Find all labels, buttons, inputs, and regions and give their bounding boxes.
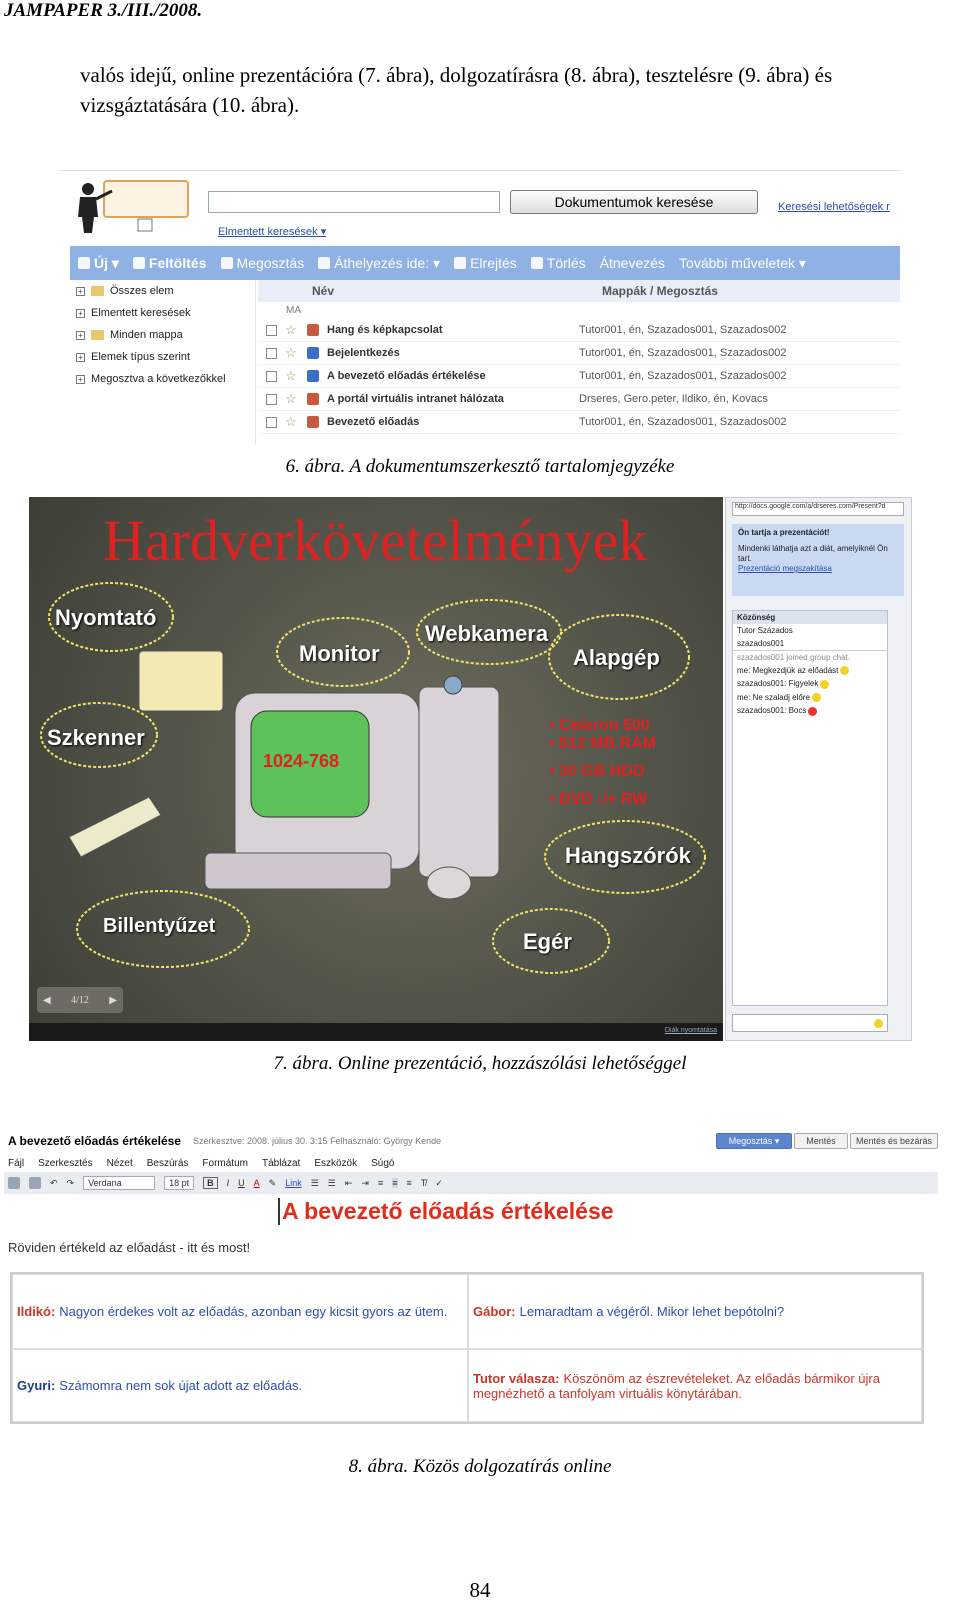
spec-text: 512 MB RAM	[559, 735, 656, 752]
toolbar-label: Elrejtés	[470, 255, 517, 271]
save-close-button[interactable]: Mentés és bezárás	[850, 1133, 938, 1149]
row-name[interactable]: Bevezető előadás	[327, 416, 420, 428]
spec-text: Celeron 500	[559, 717, 650, 734]
row-share: Drseres, Gero.peter, Ildiko, én, Kovacs	[579, 393, 768, 405]
smiley-icon	[812, 693, 821, 702]
cell-author: Gyuri:	[17, 1378, 56, 1393]
intro-paragraph: valós idejű, online prezentációra (7. ábra), dolgozatírásra (8. ábra), tesztelésre (9. ábra) és vizsgáztatására (10. ábra).	[80, 63, 833, 117]
spellcheck-icon[interactable]: ✓	[435, 1177, 443, 1188]
document-icon	[307, 347, 319, 359]
sidebar-label: Elmentett keresések	[91, 307, 191, 319]
doc-heading[interactable]: A bevezető előadás értékelése	[278, 1198, 614, 1225]
toolbar-label: Átnevezés	[599, 255, 666, 271]
sidebar-label: Összes elem	[110, 285, 174, 297]
toolbar-label: Megosztás	[236, 255, 305, 271]
bullet-list-icon[interactable]: ☰	[327, 1177, 336, 1188]
presentation-side-panel	[725, 497, 912, 1041]
address-bar[interactable]: http://docs.google.com/a/drseres.com/Present?d	[732, 502, 904, 516]
toolbar-label: Törlés	[546, 255, 586, 271]
sidebar-item-all[interactable]	[70, 280, 255, 302]
toolbar-label: Áthelyezés ide: ▾	[334, 254, 441, 271]
row-checkbox[interactable]	[266, 371, 277, 382]
table-cell[interactable]	[468, 1349, 922, 1422]
toolbar-rename[interactable]	[600, 255, 665, 271]
figure-6-screenshot	[60, 170, 900, 452]
align-right-icon[interactable]: ≡	[406, 1178, 412, 1188]
row-name[interactable]: A portál virtuális intranet hálózata	[327, 393, 504, 405]
figure-7-caption: 7. ábra. Online prezentáció, hozzászólási lehetőséggel	[273, 1053, 687, 1074]
star-icon[interactable]: ☆	[285, 368, 297, 383]
sidebar-item-shared[interactable]	[70, 368, 255, 390]
new-doc-icon	[78, 257, 90, 269]
table-header	[258, 280, 900, 302]
table-row[interactable]	[258, 319, 900, 342]
table-row[interactable]	[258, 388, 900, 411]
spec-text: 30 GB HDD	[559, 763, 645, 780]
save-icon[interactable]	[8, 1177, 20, 1189]
stop-presentation-link[interactable]: Prezentáció megszakítása	[738, 564, 832, 573]
chat-header: Közönség	[733, 611, 887, 624]
chat-message	[733, 704, 887, 717]
toolbar-label: Új ▾	[94, 254, 119, 271]
cell-text: Lemaradtam a végéről. Mikor lehet bepótolni?	[519, 1304, 785, 1319]
document-icon	[307, 370, 319, 382]
doc-prompt[interactable]: Röviden értékeld az előadást - itt és most!	[8, 1240, 251, 1255]
label-scanner: Szkenner	[47, 725, 145, 750]
cell-author: Tutor válasza:	[473, 1370, 560, 1386]
toolbar-share[interactable]	[221, 255, 305, 271]
spec-item: • Celeron 500	[549, 717, 650, 734]
redo-icon[interactable]: ↷	[66, 1177, 75, 1188]
menu-tools[interactable]: Eszközök	[314, 1157, 358, 1169]
undo-icon[interactable]: ↶	[50, 1177, 58, 1188]
presenter-info-text: Mindenki láthatja azt a diát, amelyiknél Ön tart.	[738, 544, 888, 563]
docs-sidebar	[70, 280, 256, 445]
row-name[interactable]: Hang és képkapcsolat	[327, 324, 443, 336]
feedback-table[interactable]	[10, 1272, 924, 1424]
row-name[interactable]: A bevezető előadás értékelése	[327, 370, 486, 382]
row-share: Tutor001, én, Szazados001, Szazados002	[579, 324, 787, 336]
toolbar-move[interactable]	[318, 255, 440, 272]
menu-format[interactable]: Formátum	[202, 1157, 248, 1169]
underline-icon[interactable]: U	[238, 1178, 245, 1188]
align-left-icon[interactable]: ≡	[377, 1178, 384, 1188]
doc-meta: Szerkesztve: 2008. július 30. 3:15 Felhasználó: György Kende	[192, 1136, 442, 1146]
next-slide-icon[interactable]: ▶	[109, 994, 117, 1006]
smiley-icon	[840, 666, 849, 675]
section-today: MA	[286, 305, 301, 316]
expand-icon: +	[76, 353, 85, 362]
spec-item: • 512 MB RAM	[549, 735, 656, 752]
table-row[interactable]	[258, 411, 900, 434]
cell-author: Ildikó:	[17, 1304, 56, 1319]
audience-chat	[732, 610, 888, 1006]
spec-text: DVD -/+ RW	[559, 791, 648, 808]
bold-icon[interactable]: B	[203, 1177, 218, 1189]
column-folders-header[interactable]: Mappák / Megosztás	[602, 284, 719, 298]
webcam-icon	[444, 676, 462, 694]
chat-text: me: Ne szaladj előre	[737, 692, 810, 702]
row-share: Tutor001, én, Szazados001, Szazados002	[579, 347, 787, 359]
chat-message	[733, 664, 887, 677]
slide-footer-bar	[29, 1023, 723, 1041]
column-name-header[interactable]: Név	[312, 284, 335, 298]
text-color-icon[interactable]: A	[253, 1178, 260, 1188]
figure-7-screenshot	[29, 497, 912, 1041]
hide-icon	[454, 257, 466, 269]
slide-counter: 4/12	[71, 994, 89, 1006]
table-cell[interactable]	[12, 1274, 468, 1349]
computer-keyboard	[205, 853, 391, 889]
menu-edit[interactable]: Szerkesztés	[38, 1157, 93, 1169]
row-checkbox[interactable]	[266, 325, 277, 336]
menu-help[interactable]: Súgó	[371, 1157, 395, 1169]
menu-view[interactable]: Nézet	[106, 1157, 133, 1169]
format-toolbar	[4, 1172, 938, 1194]
smiley-icon	[820, 680, 829, 689]
label-mouse: Egér	[523, 929, 572, 954]
sidebar-item-folders[interactable]	[70, 324, 255, 346]
chat-text: szazados001: Figyelek	[737, 679, 819, 689]
label-monitor: Monitor	[299, 641, 380, 666]
docs-toolbar	[70, 246, 900, 280]
emoticon-icon[interactable]	[874, 1019, 883, 1028]
presenter-info-box	[732, 524, 904, 596]
row-name[interactable]: Bejelentkezés	[327, 347, 400, 359]
chat-message	[733, 677, 887, 690]
chat-message: szazados001 joined group chat.	[737, 653, 850, 662]
advanced-search-link[interactable]: Keresési lehetőségek r	[778, 201, 890, 213]
menu-insert[interactable]: Beszúrás	[146, 1157, 189, 1169]
presentation-slide	[29, 497, 723, 1041]
figure-8-caption: 8. ábra. Közös dolgozatírás online	[348, 1456, 612, 1477]
expand-icon: +	[76, 331, 85, 340]
toolbar-label: További műveletek ▾	[679, 254, 806, 271]
expand-icon: +	[76, 287, 85, 296]
scanner	[69, 797, 161, 857]
label-resolution: 1024-768	[263, 751, 340, 771]
highlight-icon[interactable]: ✎	[268, 1177, 277, 1188]
toolbar-upload[interactable]	[133, 255, 207, 271]
sidebar-label: Minden mappa	[110, 329, 183, 341]
sidebar-label: Elemek típus szerint	[91, 351, 191, 363]
cell-author: Gábor:	[473, 1304, 516, 1319]
link-button[interactable]: Link	[285, 1178, 302, 1188]
label-keyboard: Billentyűzet	[103, 915, 216, 937]
menu-table[interactable]: Táblázat	[261, 1157, 301, 1169]
star-icon[interactable]: ☆	[285, 391, 297, 406]
document-icon	[307, 324, 319, 336]
saved-searches-link[interactable]: Elmentett keresések ▾	[218, 226, 327, 238]
label-speakers: Hangszórók	[565, 843, 691, 868]
slide-title: Hardverkövetelmények	[103, 508, 648, 573]
menu-bar	[4, 1154, 938, 1172]
align-center-icon[interactable]: ≡	[392, 1178, 398, 1188]
italic-icon[interactable]: I	[226, 1178, 230, 1188]
sidebar-item-saved[interactable]	[70, 302, 255, 324]
row-checkbox[interactable]	[266, 417, 277, 428]
chat-user: szazados001	[733, 637, 887, 651]
chat-message	[733, 691, 887, 704]
label-base: Alapgép	[573, 645, 660, 670]
documents-table	[258, 280, 900, 445]
trash-icon	[531, 257, 543, 269]
row-share: Tutor001, én, Szazados001, Szazados002	[579, 416, 787, 428]
presenter-logo-icon	[68, 177, 198, 233]
clear-format-icon[interactable]: T̸	[420, 1178, 427, 1188]
row-checkbox[interactable]	[266, 394, 277, 405]
sad-smiley-icon	[808, 707, 817, 716]
folder-icon	[318, 257, 330, 269]
figure-6-caption: 6. ábra. A dokumentumszerkesztő tartalomjegyzéke	[285, 456, 675, 477]
toolbar-delete[interactable]	[531, 255, 586, 271]
toolbar-more[interactable]	[679, 255, 806, 272]
doc-title: A bevezető előadás értékelése	[8, 1134, 181, 1148]
expand-icon: +	[76, 375, 85, 384]
chat-input[interactable]	[732, 1014, 888, 1032]
expand-icon: +	[76, 309, 85, 318]
presenter-info-title: Ön tartja a prezentációt!	[738, 528, 830, 537]
chat-text: me: Megkezdjük az előadást	[737, 666, 839, 675]
toolbar-new[interactable]	[78, 255, 119, 272]
page-number: 84	[469, 1578, 491, 1600]
table-cell[interactable]	[468, 1274, 922, 1349]
folder-icon	[91, 286, 104, 296]
chat-text: szazados001: Bocs	[737, 706, 807, 716]
toolbar-label: Feltöltés	[148, 255, 207, 271]
print-icon[interactable]	[29, 1177, 41, 1189]
table-row[interactable]	[258, 365, 900, 388]
star-icon[interactable]: ☆	[285, 322, 297, 337]
figure-8-screenshot	[4, 1130, 938, 1430]
search-input[interactable]	[208, 191, 500, 213]
share-button[interactable]: Megosztás ▾	[716, 1133, 792, 1149]
document-icon	[307, 393, 319, 405]
document-icon	[307, 416, 319, 428]
cell-text: Számomra nem sok újat adott az előadás.	[59, 1378, 303, 1393]
cell-text: Nagyon érdekes volt az előadás, azonban egy kicsit gyors az ütem.	[59, 1304, 448, 1319]
row-share: Tutor001, én, Szazados001, Szazados002	[579, 370, 787, 382]
font-size-select[interactable]: 18 pt	[164, 1176, 194, 1190]
folder-icon	[91, 330, 104, 340]
save-button[interactable]: Mentés	[794, 1133, 848, 1149]
table-row[interactable]	[258, 342, 900, 365]
slide-navigation[interactable]	[37, 987, 123, 1013]
computer-tower	[419, 687, 499, 877]
sidebar-item-types[interactable]	[70, 346, 255, 368]
font-select[interactable]: Verdana	[83, 1176, 155, 1190]
toolbar-hide[interactable]	[454, 255, 517, 271]
share-icon	[221, 257, 233, 269]
sidebar-label: Megosztva a következőkkel	[91, 373, 226, 385]
indent-less-icon[interactable]: ⇤	[344, 1177, 353, 1188]
row-checkbox[interactable]	[266, 348, 277, 359]
upload-icon	[133, 257, 145, 269]
indent-more-icon[interactable]: ⇥	[361, 1177, 369, 1188]
star-icon[interactable]: ☆	[285, 345, 297, 360]
spec-item: • DVD -/+ RW	[549, 791, 648, 808]
printer	[139, 651, 223, 711]
spec-item: • 30 GB HDD	[549, 763, 645, 780]
print-slides-link[interactable]: Diák nyomtatása	[664, 1027, 717, 1034]
chat-user: Tutor Százados	[737, 626, 793, 635]
search-documents-button[interactable]: Dokumentumok keresése	[510, 190, 758, 214]
prev-slide-icon[interactable]: ◀	[43, 994, 51, 1006]
label-webcam: Webkamera	[425, 621, 549, 646]
table-cell[interactable]	[12, 1349, 468, 1422]
computer-mouse	[427, 867, 471, 899]
label-printer: Nyomtató	[55, 605, 157, 630]
cell-text: Köszönöm az észrevételeket. Az előadás bármikor újra megnézhető a tanfolyam virtuális könytárában.	[473, 1370, 880, 1401]
numbered-list-icon[interactable]: ☰	[310, 1177, 319, 1188]
journal-header: JAMPAPER 3./III./2008.	[4, 0, 203, 21]
menu-file[interactable]: Fájl	[8, 1157, 25, 1169]
star-icon[interactable]: ☆	[285, 414, 297, 429]
